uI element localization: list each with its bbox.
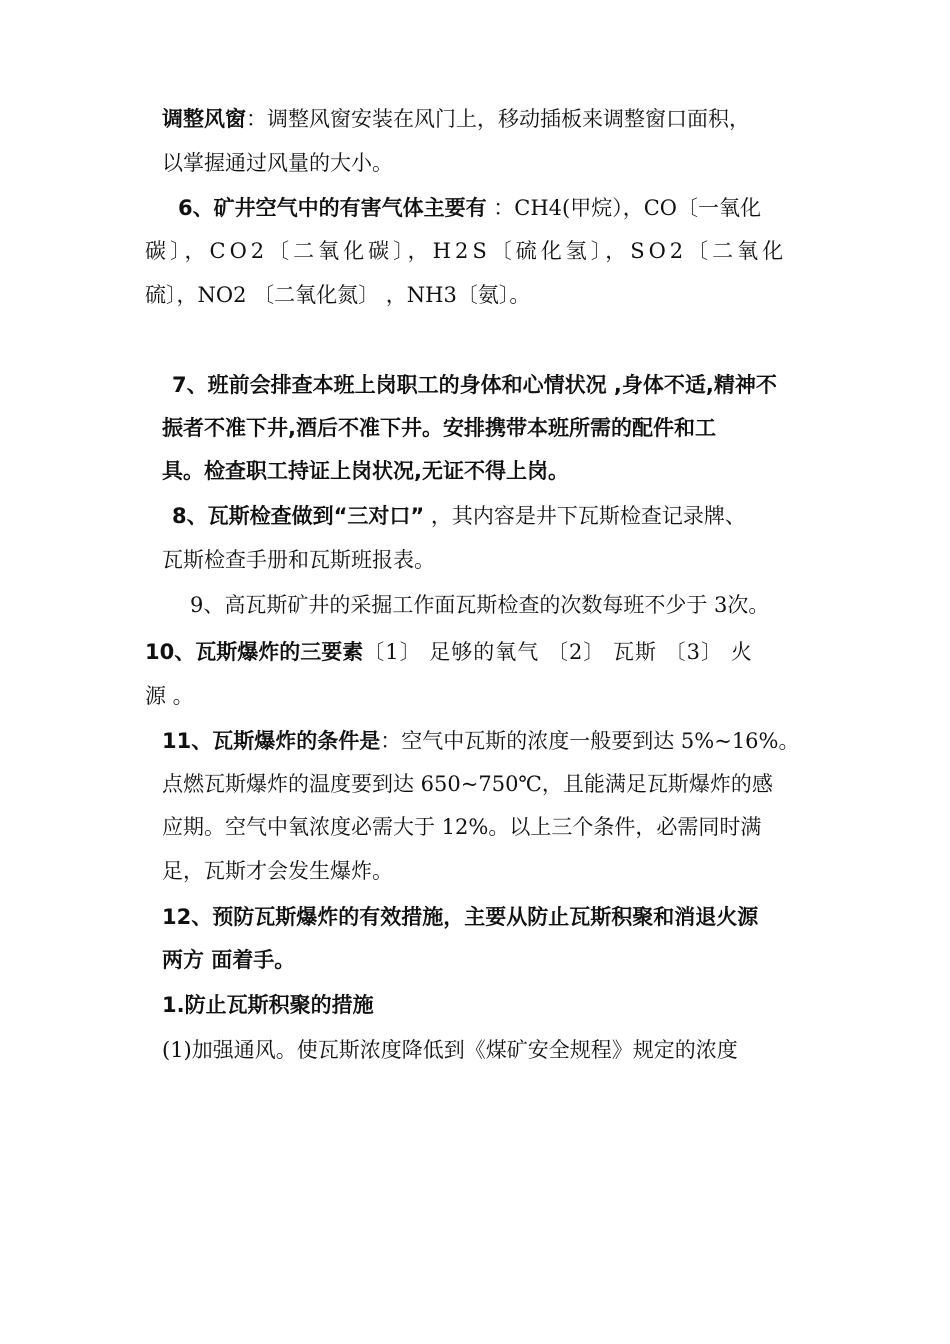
item-11-line-3: 应期。空气中氧浓度必需大于 12%。以上三个条件，必需同时满: [162, 815, 762, 839]
item-window-heading: 调整风窗: [162, 107, 246, 131]
item-8-line-1: [172, 501, 746, 531]
item-6-line-3: 硫〕，NO2 〔二氧化氮〕 ，NH3〔氨〕。: [145, 283, 531, 307]
item-7-line-2: 振者不准下井,酒后不准下井。安排携带本班所需的配件和工: [162, 416, 716, 440]
item-11-line-1: [162, 726, 800, 756]
item-6-text: ：CH4(甲烷），CO〔一氧化: [486, 196, 762, 220]
item-11-line-4: 足，瓦斯才会发生爆炸。: [162, 859, 393, 883]
item-window-line-2: 以掌握通过风量的大小。: [162, 151, 393, 175]
item-12-subheading: 1.防止瓦斯积聚的措施: [162, 993, 374, 1017]
item-8-line-2: 瓦斯检查手册和瓦斯班报表。: [162, 548, 435, 572]
item-10-text: 〔1〕 足够的氧气 〔2〕 瓦斯 〔3〕 火: [363, 640, 753, 664]
item-7-line-1: 7、班前会排查本班上岗职工的身体和心情状况 ,身体不适,精神不: [172, 373, 777, 397]
item-6-line-1: [178, 193, 761, 223]
item-10-line-1: [145, 637, 753, 667]
item-11-heading: 11、瓦斯爆炸的条件是: [162, 729, 381, 753]
item-window-line-1: [162, 104, 750, 134]
item-12-line-1: 12、预防瓦斯爆炸的有效措施，主要从防止瓦斯积聚和消退火源: [162, 905, 759, 929]
item-window-text: ：调整风窗安装在风门上，移动插板来调整窗口面积，: [246, 107, 750, 131]
item-10-line-2: 源 。: [145, 684, 194, 708]
item-12-line-2: 两方 面着手。: [162, 948, 296, 972]
item-10-heading: 10、瓦斯爆炸的三要素: [145, 640, 364, 664]
item-8-text: ，其内容是井下瓦斯检查记录牌、: [424, 504, 746, 528]
item-9-line-1: 9、高瓦斯矿井的采掘工作面瓦斯检查的次数每班不少于 3次。: [190, 593, 770, 617]
item-6-heading: 6、矿井空气中的有害气体主要有: [178, 196, 487, 220]
item-11-line-2: 点燃瓦斯爆炸的温度要到达 650~750℃，且能满足瓦斯爆炸的感: [162, 772, 773, 796]
item-12-sub-item-1: (1)加强通风。使瓦斯浓度降低到《煤矿安全规程》规定的浓度: [162, 1038, 738, 1062]
item-6-line-2: 碳〕，CO2〔二氧化碳〕，H2S〔硫化氢〕，SO2〔二氧化: [145, 239, 788, 263]
item-11-text: ：空气中瓦斯的浓度一般要到达 5%~16%。: [380, 729, 800, 753]
item-7-line-3: 具。检查职工持证上岗状况,无证不得上岗。: [162, 459, 569, 483]
item-8-heading: 8、瓦斯检查做到“三对口”: [172, 504, 425, 528]
